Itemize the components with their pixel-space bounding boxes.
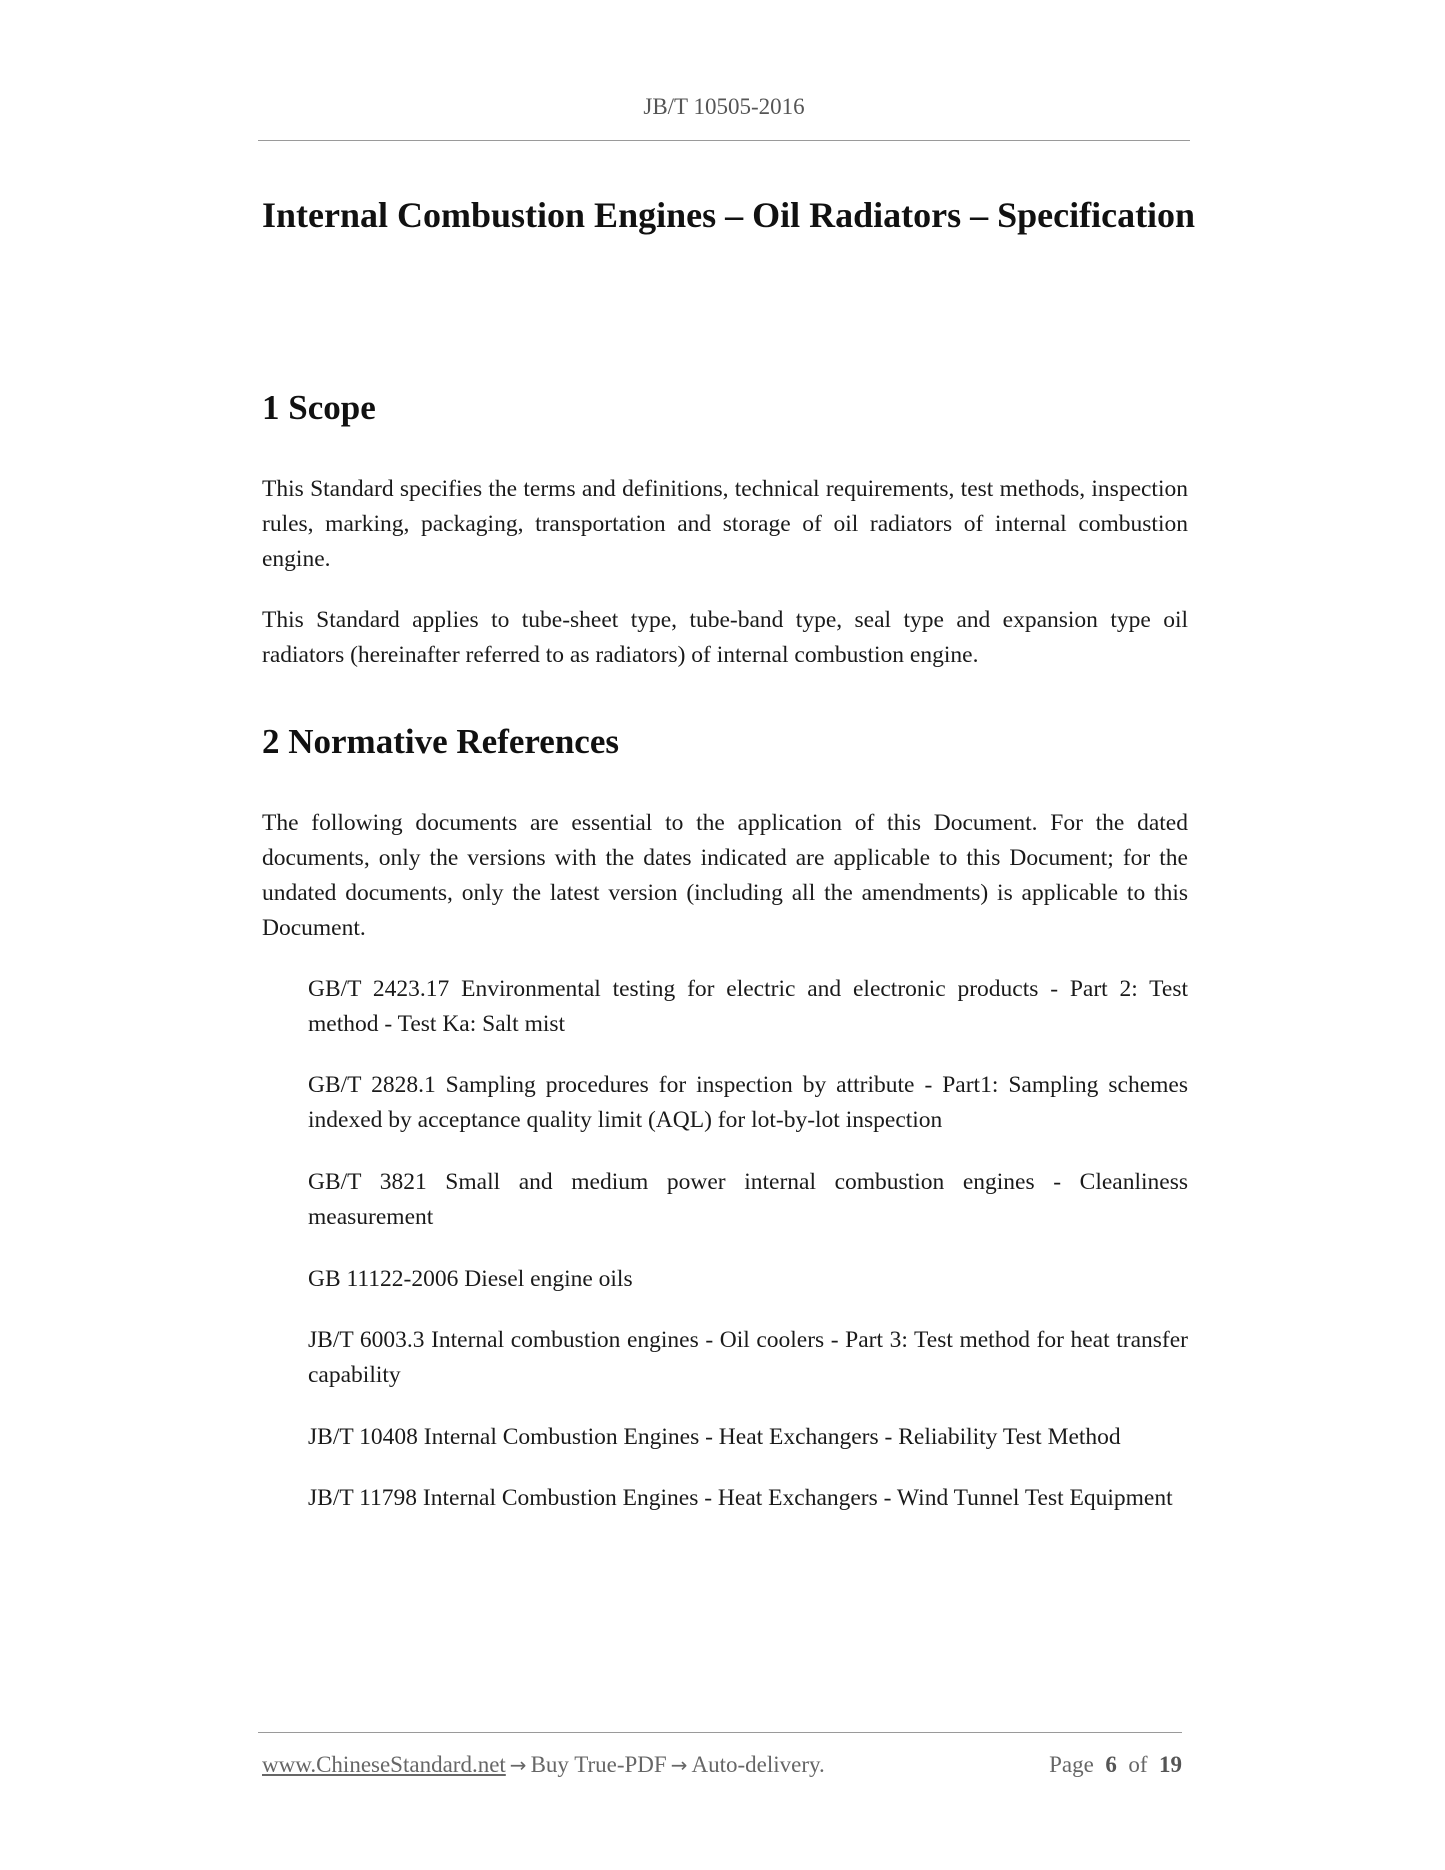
section-heading-scope: 1 Scope <box>262 388 376 427</box>
header-divider <box>258 140 1190 141</box>
running-header: JB/T 10505-2016 <box>643 94 805 119</box>
reference-item: GB/T 2828.1 Sampling procedures for inspection by attribute - Part1: Sampling schemes indexed by acceptance quality limit (AQL) for lot-by-lot inspection <box>308 1072 1188 1133</box>
reference-item: GB/T 3821 Small and medium power internal combustion engines - Cleanliness measurement <box>308 1169 1188 1230</box>
footer-promo <box>262 1752 825 1778</box>
arrow-right-icon: → <box>509 1753 527 1777</box>
section-heading-normative-references: 2 Normative References <box>262 722 619 761</box>
footer-divider <box>258 1732 1182 1733</box>
auto-delivery-text: Auto-delivery. <box>691 1752 825 1777</box>
buy-pdf-text: Buy True-PDF <box>530 1752 667 1777</box>
reference-item: GB/T 2423.17 Environmental testing for electric and electronic products - Part 2: Test method - Test Ka: Salt mist <box>308 976 1188 1037</box>
site-link[interactable]: www.ChineseStandard.net <box>262 1752 506 1777</box>
reference-item: GB 11122-2006 Diesel engine oils <box>308 1266 633 1292</box>
scope-paragraph: This Standard applies to tube-sheet type, tube-band type, seal type and expansion type oil radiators (hereinafter referred to as radiators) of internal combustion engine. <box>262 607 1188 668</box>
normative-intro-paragraph: The following documents are essential to the application of this Document. For the dated documents, only the versions with the dates indicated are applicable to this Document; for the undated documents, only the latest version (including all the amendments) is applicable to this Document. <box>262 810 1188 941</box>
page-current: 6 <box>1105 1752 1117 1777</box>
document-title: Internal Combustion Engines – Oil Radiators – Specification <box>262 195 1196 235</box>
reference-item: JB/T 10408 Internal Combustion Engines - Heat Exchangers - Reliability Test Method <box>308 1424 1121 1450</box>
page-label: Page <box>1049 1752 1094 1777</box>
page-of-label: of <box>1128 1752 1148 1777</box>
reference-item: JB/T 6003.3 Internal combustion engines - Oil coolers - Part 3: Test method for heat transfer capability <box>308 1327 1188 1388</box>
page-total: 19 <box>1159 1752 1182 1777</box>
scope-paragraph: This Standard specifies the terms and definitions, technical requirements, test methods, inspection rules, marking, packaging, transportation and storage of oil radiators of internal combustion engine. <box>262 476 1188 572</box>
page-number <box>1049 1752 1182 1778</box>
arrow-right-icon: → <box>670 1753 688 1777</box>
reference-item: JB/T 11798 Internal Combustion Engines - Heat Exchangers - Wind Tunnel Test Equipment <box>308 1485 1173 1511</box>
